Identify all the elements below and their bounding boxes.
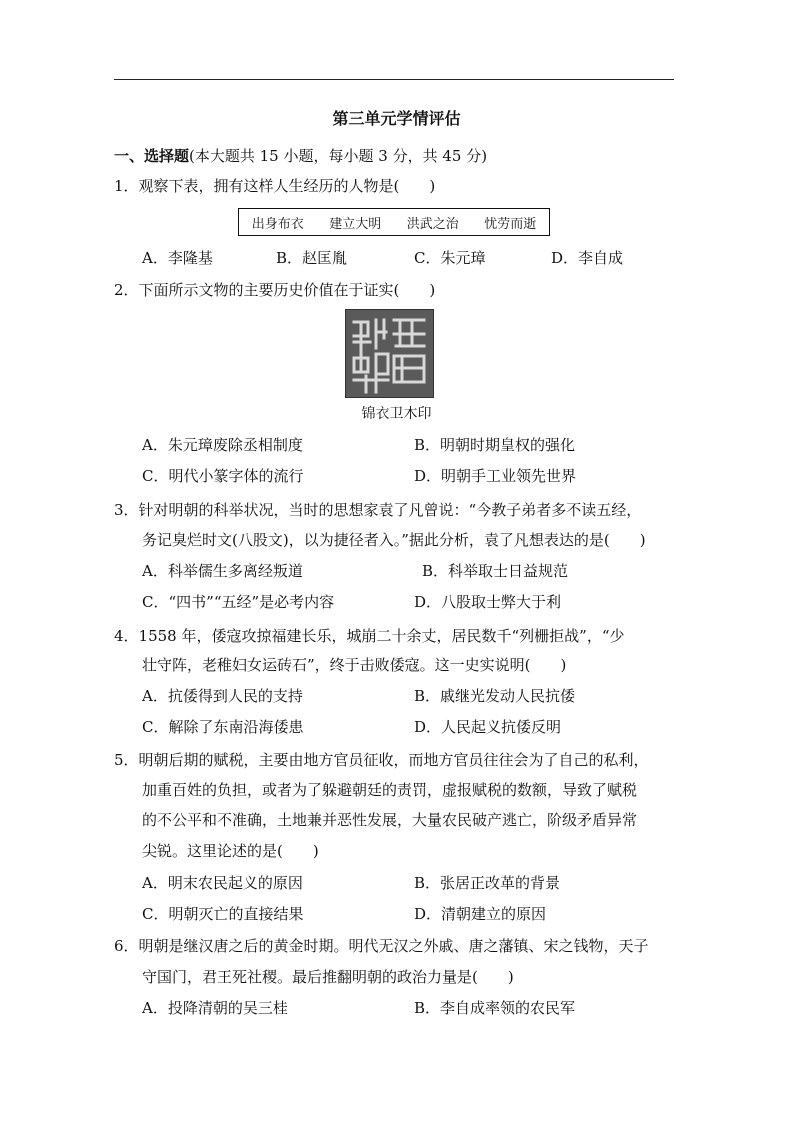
seal-glyph-icon xyxy=(346,310,433,397)
section-heading: 一、选择题 xyxy=(114,147,190,165)
q1-life-table xyxy=(238,208,550,236)
q2-option-a[interactable]: A．朱元璋废除丞相制度 xyxy=(142,436,303,454)
q4-option-b[interactable]: B．戚继光发动人民抗倭 xyxy=(414,687,576,705)
q5-option-d[interactable]: D．清朝建立的原因 xyxy=(414,905,547,923)
q4-stem-line2: 壮守阵，老稚妇女运砖石”，终于击败倭寇。这一史实说明( ) xyxy=(142,656,567,674)
seal-image xyxy=(345,309,434,398)
q6-stem-line1: 6．明朝是继汉唐之后的黄金时期。明代无汉之外戚、唐之藩镇、宋之钱物，天子 xyxy=(114,937,649,955)
q3-stem-line1: 3．针对明朝的科举状况，当时的思想家袁了凡曾说：“今教子弟者多不读五经， xyxy=(114,501,642,519)
q1-box-item: 出身布衣 xyxy=(251,216,304,232)
q2-option-b[interactable]: B．明朝时期皇权的强化 xyxy=(414,436,576,454)
q3-option-a[interactable]: A．科举儒生多离经叛道 xyxy=(142,562,303,580)
q5-option-a[interactable]: A．明末农民起义的原因 xyxy=(142,874,303,892)
page-title: 第三单元学情评估 xyxy=(332,109,461,128)
q5-stem-line3: 的不公平和不准确，土地兼并恶性发展，大量农民破产逃亡，阶级矛盾异常 xyxy=(142,811,638,829)
q2-stem: 2．下面所示文物的主要历史价值在于证实( ) xyxy=(114,281,436,299)
q6-option-a[interactable]: A．投降清朝的吴三桂 xyxy=(142,999,288,1017)
seal-caption: 锦衣卫木印 xyxy=(361,406,432,422)
q4-option-d[interactable]: D．人民起义抗倭反明 xyxy=(414,718,562,736)
q6-stem-line2: 守国门，君王死社稷。最后推翻明朝的政治力量是( ) xyxy=(142,968,514,986)
q1-box-item: 忧劳而逝 xyxy=(484,216,537,232)
q1-box-item: 建立大明 xyxy=(329,216,382,232)
q5-option-b[interactable]: B．张居正改革的背景 xyxy=(414,874,561,892)
q1-option-c[interactable]: C．朱元璋 xyxy=(414,249,486,267)
q5-stem-line2: 加重百姓的负担，或者为了躲避朝廷的责罚，虚报赋税的数额，导致了赋税 xyxy=(142,781,638,799)
q6-option-b[interactable]: B．李自成率领的农民军 xyxy=(414,999,576,1017)
q4-stem-line1: 4．1558 年，倭寇攻掠福建长乐，城崩二十余丈，居民数千“列栅拒战”，“少 xyxy=(114,627,625,645)
q2-option-c[interactable]: C．明代小篆字体的流行 xyxy=(142,467,304,485)
section-heading-line xyxy=(114,146,487,166)
q2-option-d[interactable]: D．明朝手工业领先世界 xyxy=(414,467,577,485)
q3-stem-line2: 务记臭烂时文(八股文)，以为捷径者入。”据此分析，袁了凡想表达的是( ) xyxy=(142,531,646,549)
q5-stem-line4: 尖锐。这里论述的是( ) xyxy=(142,842,319,860)
header-rule xyxy=(114,79,674,80)
q5-option-c[interactable]: C．明朝灭亡的直接结果 xyxy=(142,905,304,923)
q4-option-c[interactable]: C．解除了东南沿海倭患 xyxy=(142,718,304,736)
q1-option-b[interactable]: B．赵匡胤 xyxy=(276,249,348,267)
q3-option-d[interactable]: D．八股取士弊大于利 xyxy=(414,593,562,611)
q1-option-d[interactable]: D．李自成 xyxy=(551,249,624,267)
q3-option-c[interactable]: C．“四书”“五经”是必考内容 xyxy=(142,593,335,611)
q5-stem-line1: 5．明朝后期的赋税，主要由地方官员征收，而地方官员往往会为了自己的私利， xyxy=(114,751,649,769)
q3-option-b[interactable]: B．科举取士日益规范 xyxy=(422,562,569,580)
section-note: (本大题共 15 小题，每小题 3 分，共 45 分) xyxy=(189,147,488,165)
q4-option-a[interactable]: A．抗倭得到人民的支持 xyxy=(142,687,303,705)
q1-box-item: 洪武之治 xyxy=(406,216,459,232)
q1-stem: 1．观察下表，拥有这样人生经历的人物是( ) xyxy=(114,177,436,195)
q1-option-a[interactable]: A．李隆基 xyxy=(142,249,213,267)
